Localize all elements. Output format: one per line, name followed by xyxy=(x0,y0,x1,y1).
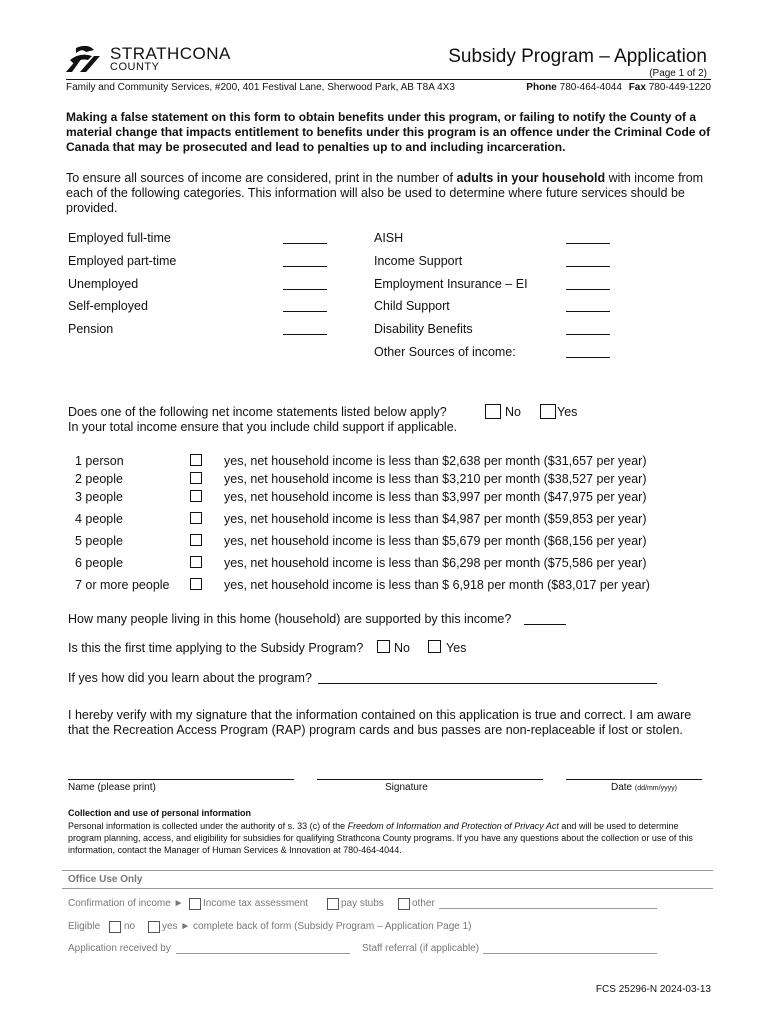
household-size: 3 people xyxy=(75,490,123,504)
income-category-label: Disability Benefits xyxy=(374,322,473,336)
fax-number: 780-449-1220 xyxy=(648,82,711,93)
other-label: other xyxy=(412,898,435,909)
fax-label: Fax xyxy=(628,82,646,93)
verification-statement: I hereby verify with my signature that the information contained on this application is true and correct. I am aware that the Recreation Access Program (RAP) program cards and bus passes are non-replaceable if lost or stolen. xyxy=(68,708,692,737)
eligible-yes-label: yes ► complete back of form (Subsidy Program – Application Page 1) xyxy=(162,921,472,932)
office-top-divider xyxy=(62,870,713,871)
net-income-no-label: No xyxy=(505,405,521,419)
income-threshold: yes, net household income is less than $4,987 per month ($59,853 per year) xyxy=(224,512,647,526)
net-income-row-checkbox[interactable] xyxy=(190,490,202,502)
logo-text-line2: COUNTY xyxy=(110,61,160,73)
income-threshold: yes, net household income is less than $5,679 per month ($68,156 per year) xyxy=(224,534,647,548)
income-count-field[interactable] xyxy=(283,334,327,335)
net-income-note: In your total income ensure that you include child support if applicable. xyxy=(68,420,458,434)
eligible-yes-checkbox[interactable] xyxy=(148,921,160,933)
staff-referral-field[interactable] xyxy=(483,953,657,954)
first-time-yes-label: Yes xyxy=(446,641,467,655)
net-income-row-checkbox[interactable] xyxy=(190,512,202,524)
date-line[interactable] xyxy=(566,779,702,780)
office-use-heading: Office Use Only xyxy=(68,874,143,885)
net-income-no-checkbox[interactable] xyxy=(485,404,501,419)
confirmation-label: Confirmation of income ► xyxy=(68,898,184,909)
office-heading-divider xyxy=(62,888,713,889)
income-intro: To ensure all sources of income are considered, print in the number of adults in your household with income from each of the following categories. This information will also be used to determine where future services should be provided. xyxy=(66,171,704,215)
net-income-row-checkbox[interactable] xyxy=(190,534,202,546)
income-threshold: yes, net household income is less than $3,997 per month ($47,975 per year) xyxy=(224,490,647,504)
logo-text-line1: STRATHCONA xyxy=(110,44,231,63)
eligible-no-label: no xyxy=(124,921,136,932)
net-income-row-checkbox[interactable] xyxy=(190,472,202,484)
net-income-yes-checkbox[interactable] xyxy=(540,404,556,419)
other-field[interactable] xyxy=(439,908,657,909)
income-category-label: Pension xyxy=(68,322,114,336)
privacy-heading: Collection and use of personal information xyxy=(68,808,252,818)
income-threshold: yes, net household income is less than $ 6,918 per month ($83,017 per year) xyxy=(224,578,650,592)
income-category-label: Employed full-time xyxy=(68,231,171,245)
income-count-field[interactable] xyxy=(566,289,610,290)
income-count-field[interactable] xyxy=(566,311,610,312)
address-line: Family and Community Services, #200, 401 Festival Lane, Sherwood Park, AB T8A 4X3 xyxy=(66,82,455,93)
eligible-label: Eligible xyxy=(68,921,101,932)
income-tax-checkbox[interactable] xyxy=(189,898,201,910)
false-statement-warning: Making a false statement on this form to obtain benefits under this program, or failing to notify the County of a material change that impacts entitlement to benefits under this program is an offence under the Criminal Code of Canada that may be prosecuted and lead to penalties up to and including incarceration. xyxy=(66,110,711,154)
net-income-row-checkbox[interactable] xyxy=(190,454,202,466)
page-title: Subsidy Program – Application xyxy=(448,46,707,67)
header-divider xyxy=(66,79,711,80)
net-income-yes-label: Yes xyxy=(557,405,578,419)
net-income-row-checkbox[interactable] xyxy=(190,556,202,568)
county-logo xyxy=(66,44,231,76)
pay-stubs-label: pay stubs xyxy=(341,898,384,909)
signature-label: Signature xyxy=(385,782,428,793)
income-threshold: yes, net household income is less than $2,638 per month ($31,657 per year) xyxy=(224,454,647,468)
received-by-field[interactable] xyxy=(176,953,350,954)
household-size: 1 person xyxy=(75,454,124,468)
income-count-field[interactable] xyxy=(283,289,327,290)
strathcona-logo-icon xyxy=(66,44,106,74)
contact-info xyxy=(526,82,711,93)
household-size: 4 people xyxy=(75,512,123,526)
income-threshold: yes, net household income is less than $6,298 per month ($75,586 per year) xyxy=(224,556,647,570)
income-category-label: Other Sources of income: xyxy=(374,345,516,359)
household-supported-field[interactable] xyxy=(524,624,566,625)
name-label: Name (please print) xyxy=(68,782,156,793)
date-label: Date (dd/mm/yyyy) xyxy=(611,782,677,793)
income-category-label: AISH xyxy=(374,231,404,245)
first-time-yes-checkbox[interactable] xyxy=(428,640,441,653)
income-threshold: yes, net household income is less than $3,210 per month ($38,527 per year) xyxy=(224,472,647,486)
income-count-field[interactable] xyxy=(566,357,610,358)
household-size: 7 or more people xyxy=(75,578,170,592)
first-time-question: Is this the first time applying to the Subsidy Program? xyxy=(68,641,364,655)
learn-about-question: If yes how did you learn about the program? xyxy=(68,671,312,685)
household-size: 2 people xyxy=(75,472,123,486)
phone-number: 780-464-4044 xyxy=(559,82,622,93)
income-tax-label: Income tax assessment xyxy=(203,898,309,909)
household-supported-question: How many people living in this home (household) are supported by this income? xyxy=(68,612,512,626)
net-income-row-checkbox[interactable] xyxy=(190,578,202,590)
pay-stubs-checkbox[interactable] xyxy=(327,898,339,910)
household-size: 6 people xyxy=(75,556,123,570)
first-time-no-checkbox[interactable] xyxy=(377,640,390,653)
learn-about-field[interactable] xyxy=(318,683,657,684)
income-category-label: Self-employed xyxy=(68,299,148,313)
eligible-no-checkbox[interactable] xyxy=(109,921,121,933)
income-count-field[interactable] xyxy=(566,243,610,244)
name-line[interactable] xyxy=(68,779,294,780)
page-info: (Page 1 of 2) xyxy=(649,68,707,79)
income-count-field[interactable] xyxy=(283,311,327,312)
received-by-label: Application received by xyxy=(68,943,171,954)
net-income-question: Does one of the following net income statements listed below apply? xyxy=(68,405,447,419)
phone-label: Phone xyxy=(526,82,557,93)
other-checkbox[interactable] xyxy=(398,898,410,910)
income-category-label: Employed part-time xyxy=(68,254,177,268)
first-time-no-label: No xyxy=(394,641,410,655)
income-category-label: Employment Insurance – EI xyxy=(374,277,528,291)
income-category-label: Income Support xyxy=(374,254,463,268)
income-count-field[interactable] xyxy=(283,266,327,267)
income-category-label: Child Support xyxy=(374,299,450,313)
income-count-field[interactable] xyxy=(566,266,610,267)
income-count-field[interactable] xyxy=(566,334,610,335)
form-number: FCS 25296-N 2024-03-13 xyxy=(595,984,711,995)
household-size: 5 people xyxy=(75,534,123,548)
income-category-label: Unemployed xyxy=(68,277,139,291)
privacy-text: Personal information is collected under the authority of s. 33 (c) of the Freedom of Information and Protection of Privacy Act and will be used to determine program planning, access, and eligibility for subsidies for qualifying Strathcona County programs. If you have any questions about the collection or use of this information, contact the Manager of Human Services & Innovation at 780-464-4044. xyxy=(68,821,693,855)
signature-line[interactable] xyxy=(317,779,543,780)
income-count-field[interactable] xyxy=(283,243,327,244)
staff-referral-label: Staff referral (if applicable) xyxy=(362,943,480,954)
